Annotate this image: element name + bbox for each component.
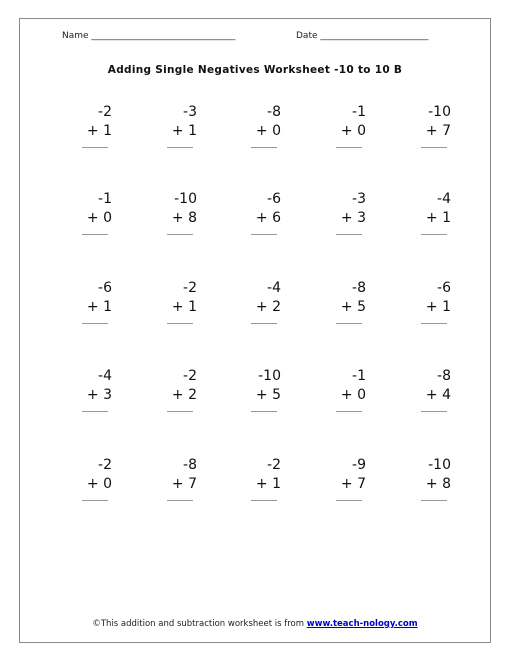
problem-item [411, 456, 451, 501]
problem-bottom-number: + 7 [171, 476, 197, 492]
answer-line [421, 323, 447, 324]
problem-top-number: -2 [98, 457, 112, 473]
header-row [0, 31, 510, 45]
problem-bottom-number: + 2 [255, 299, 281, 315]
problem-bottom-number: + 0 [86, 210, 112, 226]
problem-item [241, 279, 281, 324]
problem-bottom-number: + 0 [255, 123, 281, 139]
problem-top-number: -3 [183, 104, 197, 120]
problem-top-number: -2 [267, 457, 281, 473]
answer-line [421, 234, 447, 235]
answer-line [336, 147, 362, 148]
answer-line [82, 147, 108, 148]
answer-line [167, 500, 193, 501]
problem-top-number: -4 [98, 368, 112, 384]
answer-line [167, 411, 193, 412]
problem-bottom-number: + 0 [340, 123, 366, 139]
problem-top-number: -10 [174, 191, 197, 207]
problem-top-number: -10 [428, 104, 451, 120]
problem-top-number: -2 [183, 368, 197, 384]
problem-bottom-number: + 1 [171, 123, 197, 139]
problem-item [241, 190, 281, 235]
answer-line [421, 147, 447, 148]
problem-top-number: -3 [352, 191, 366, 207]
footer-link[interactable]: www.teach-nology.com [306, 619, 418, 629]
answer-line [421, 500, 447, 501]
answer-line [336, 234, 362, 235]
name-field: Name ________________________________ [62, 31, 236, 41]
problem-top-number: -6 [98, 280, 112, 296]
problem-item [157, 190, 197, 235]
problem-top-number: -4 [437, 191, 451, 207]
answer-line [336, 500, 362, 501]
problem-item [157, 456, 197, 501]
footer [0, 619, 510, 629]
problem-item [72, 279, 112, 324]
answer-line [82, 500, 108, 501]
problem-top-number: -6 [437, 280, 451, 296]
problem-item [326, 279, 366, 324]
answer-line [82, 234, 108, 235]
problem-top-number: -8 [183, 457, 197, 473]
answer-line [167, 234, 193, 235]
problem-bottom-number: + 1 [425, 210, 451, 226]
problem-bottom-number: + 3 [86, 387, 112, 403]
date-field: Date ________________________ [296, 31, 429, 41]
problem-item [411, 103, 451, 148]
answer-line [421, 411, 447, 412]
answer-line [167, 323, 193, 324]
problem-item [241, 456, 281, 501]
problem-bottom-number: + 4 [425, 387, 451, 403]
problem-top-number: -1 [352, 368, 366, 384]
problem-item [326, 190, 366, 235]
answer-line [251, 147, 277, 148]
problem-top-number: -10 [258, 368, 281, 384]
problem-top-number: -1 [98, 191, 112, 207]
problem-item [411, 190, 451, 235]
answer-line [82, 323, 108, 324]
problem-item [72, 103, 112, 148]
problem-item [72, 190, 112, 235]
answer-line [336, 411, 362, 412]
problem-top-number: -6 [267, 191, 281, 207]
problem-top-number: -2 [98, 104, 112, 120]
problem-bottom-number: + 6 [255, 210, 281, 226]
problem-item [326, 367, 366, 412]
problem-bottom-number: + 8 [171, 210, 197, 226]
problem-bottom-number: + 0 [340, 387, 366, 403]
problem-bottom-number: + 5 [340, 299, 366, 315]
problem-top-number: -8 [267, 104, 281, 120]
problem-item [72, 367, 112, 412]
problem-bottom-number: + 7 [340, 476, 366, 492]
problem-top-number: -8 [437, 368, 451, 384]
problem-bottom-number: + 1 [86, 123, 112, 139]
problem-item [411, 279, 451, 324]
answer-line [251, 234, 277, 235]
problem-top-number: -8 [352, 280, 366, 296]
problem-item [72, 456, 112, 501]
answer-line [251, 323, 277, 324]
problem-top-number: -9 [352, 457, 366, 473]
problem-bottom-number: + 1 [86, 299, 112, 315]
answer-line [251, 411, 277, 412]
answer-line [167, 147, 193, 148]
problem-item [411, 367, 451, 412]
problem-bottom-number: + 7 [425, 123, 451, 139]
problem-item [241, 103, 281, 148]
answer-line [336, 323, 362, 324]
problem-top-number: -10 [428, 457, 451, 473]
problem-top-number: -4 [267, 280, 281, 296]
problem-bottom-number: + 8 [425, 476, 451, 492]
problem-bottom-number: + 2 [171, 387, 197, 403]
problem-item [157, 103, 197, 148]
worksheet-title: Adding Single Negatives Worksheet -10 to 10 B [107, 64, 403, 76]
footer-text: ©This addition and subtraction worksheet is from [92, 619, 307, 629]
problem-bottom-number: + 0 [86, 476, 112, 492]
problem-bottom-number: + 1 [425, 299, 451, 315]
problem-item [241, 367, 281, 412]
problem-bottom-number: + 5 [255, 387, 281, 403]
problem-top-number: -2 [183, 280, 197, 296]
problem-top-number: -1 [352, 104, 366, 120]
problem-item [157, 367, 197, 412]
problem-bottom-number: + 1 [255, 476, 281, 492]
problem-item [326, 456, 366, 501]
problem-item [326, 103, 366, 148]
answer-line [82, 411, 108, 412]
problem-item [157, 279, 197, 324]
problem-bottom-number: + 1 [171, 299, 197, 315]
problem-bottom-number: + 3 [340, 210, 366, 226]
answer-line [251, 500, 277, 501]
